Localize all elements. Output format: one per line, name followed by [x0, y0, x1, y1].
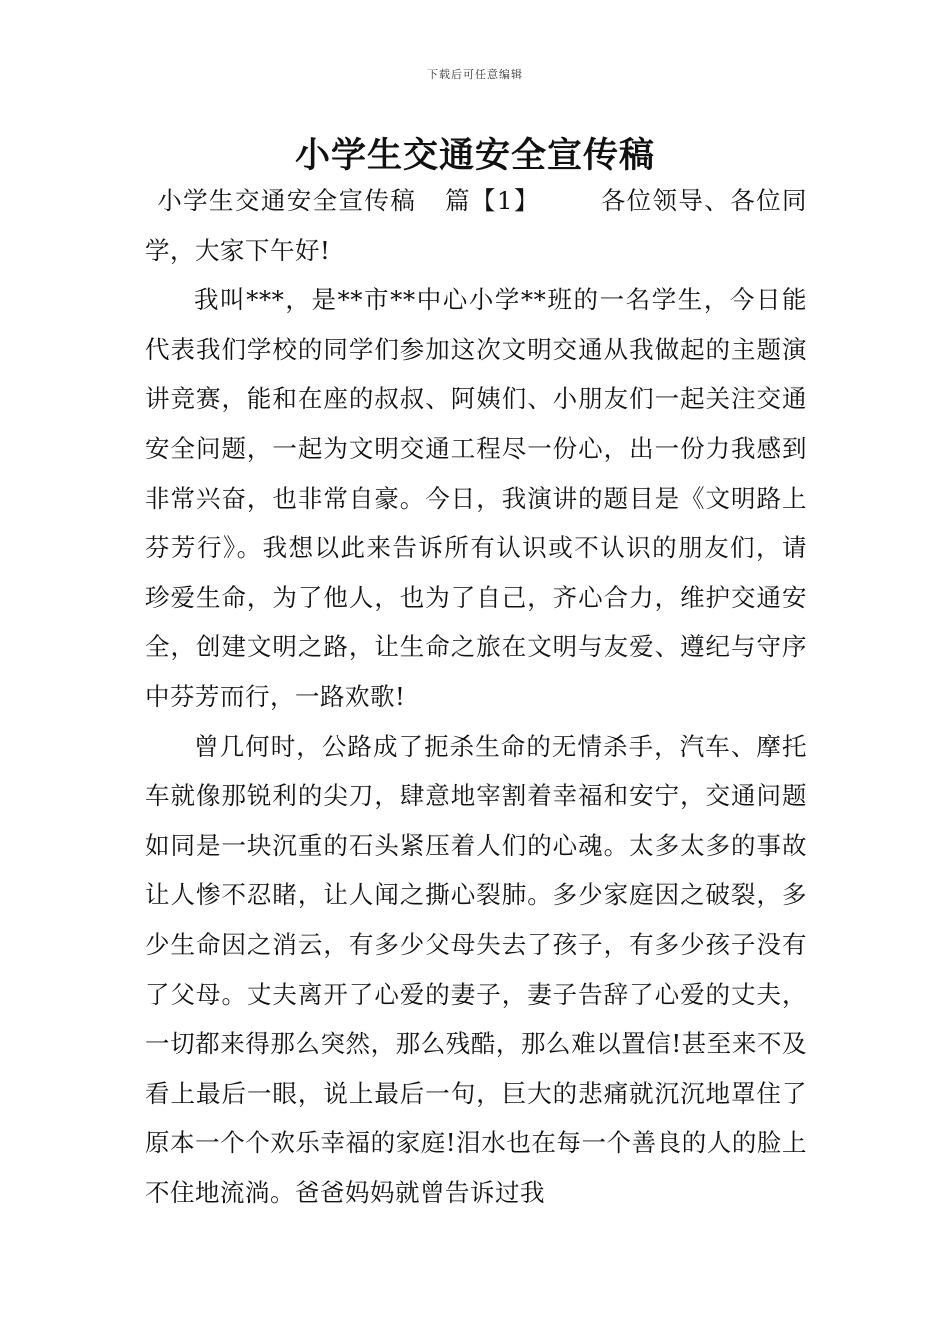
- header-note: 下载后可任意编辑: [427, 68, 523, 81]
- intro-paragraph: [145, 176, 807, 275]
- body-paragraph-1: 我叫***，是**市**中心小学**班的一名学生，今日能代表我们学校的同学们参加这次文明交通从我做起的主题演讲竞赛，能和在座的叔叔、阿姨们、小朋友们一起关注交通安全问题，一起为文明交通工程尽一份心，出一份力我感到非常兴奋，也非常自豪。今日，我演讲的题目是《文明路上芬芳行》。我想以此来告诉所有认识或不认识的朋友们，请珍爱生命，为了他人，也为了自己，齐心合力，维护交通安全，创建文明之路，让生命之旅在文明与友爱、遵纪与守序中芬芳而行，一路欢歌!: [145, 285, 807, 711]
- intro-part: 篇【1】: [444, 186, 540, 215]
- document-title: 小学生交通安全宣传稿: [294, 135, 655, 176]
- intro-heading: 小学生交通安全宣传稿: [157, 186, 417, 215]
- body-paragraph-2: 曾几何时，公路成了扼杀生命的无情杀手，汽车、摩托车就像那锐利的尖刀，肆意地宰割着幸福和安宁，交通问题如同是一块沉重的石头紧压着人们的心魂。太多太多的事故让人惨不忍睹，让人闻之撕心裂肺。多少家庭因之破裂，多少生命因之消云，有多少父母失去了孩子，有多少孩子没有了父母。丈夫离开了心爱的妻子，妻子告辞了心爱的丈夫，一切都来得那么突然，那么残酷，那么难以置信!甚至来不及看上最后一眼，说上最后一句，巨大的悲痛就沉沉地罩住了原本一个个欢乐幸福的家庭!泪水也在每一个善良的人的脸上不住地流淌。爸爸妈妈就曾告诉过我: [145, 731, 807, 1207]
- intro-greeting: 各位领导、各位同学，大家下午好!: [145, 186, 807, 265]
- document-body: [145, 176, 807, 1217]
